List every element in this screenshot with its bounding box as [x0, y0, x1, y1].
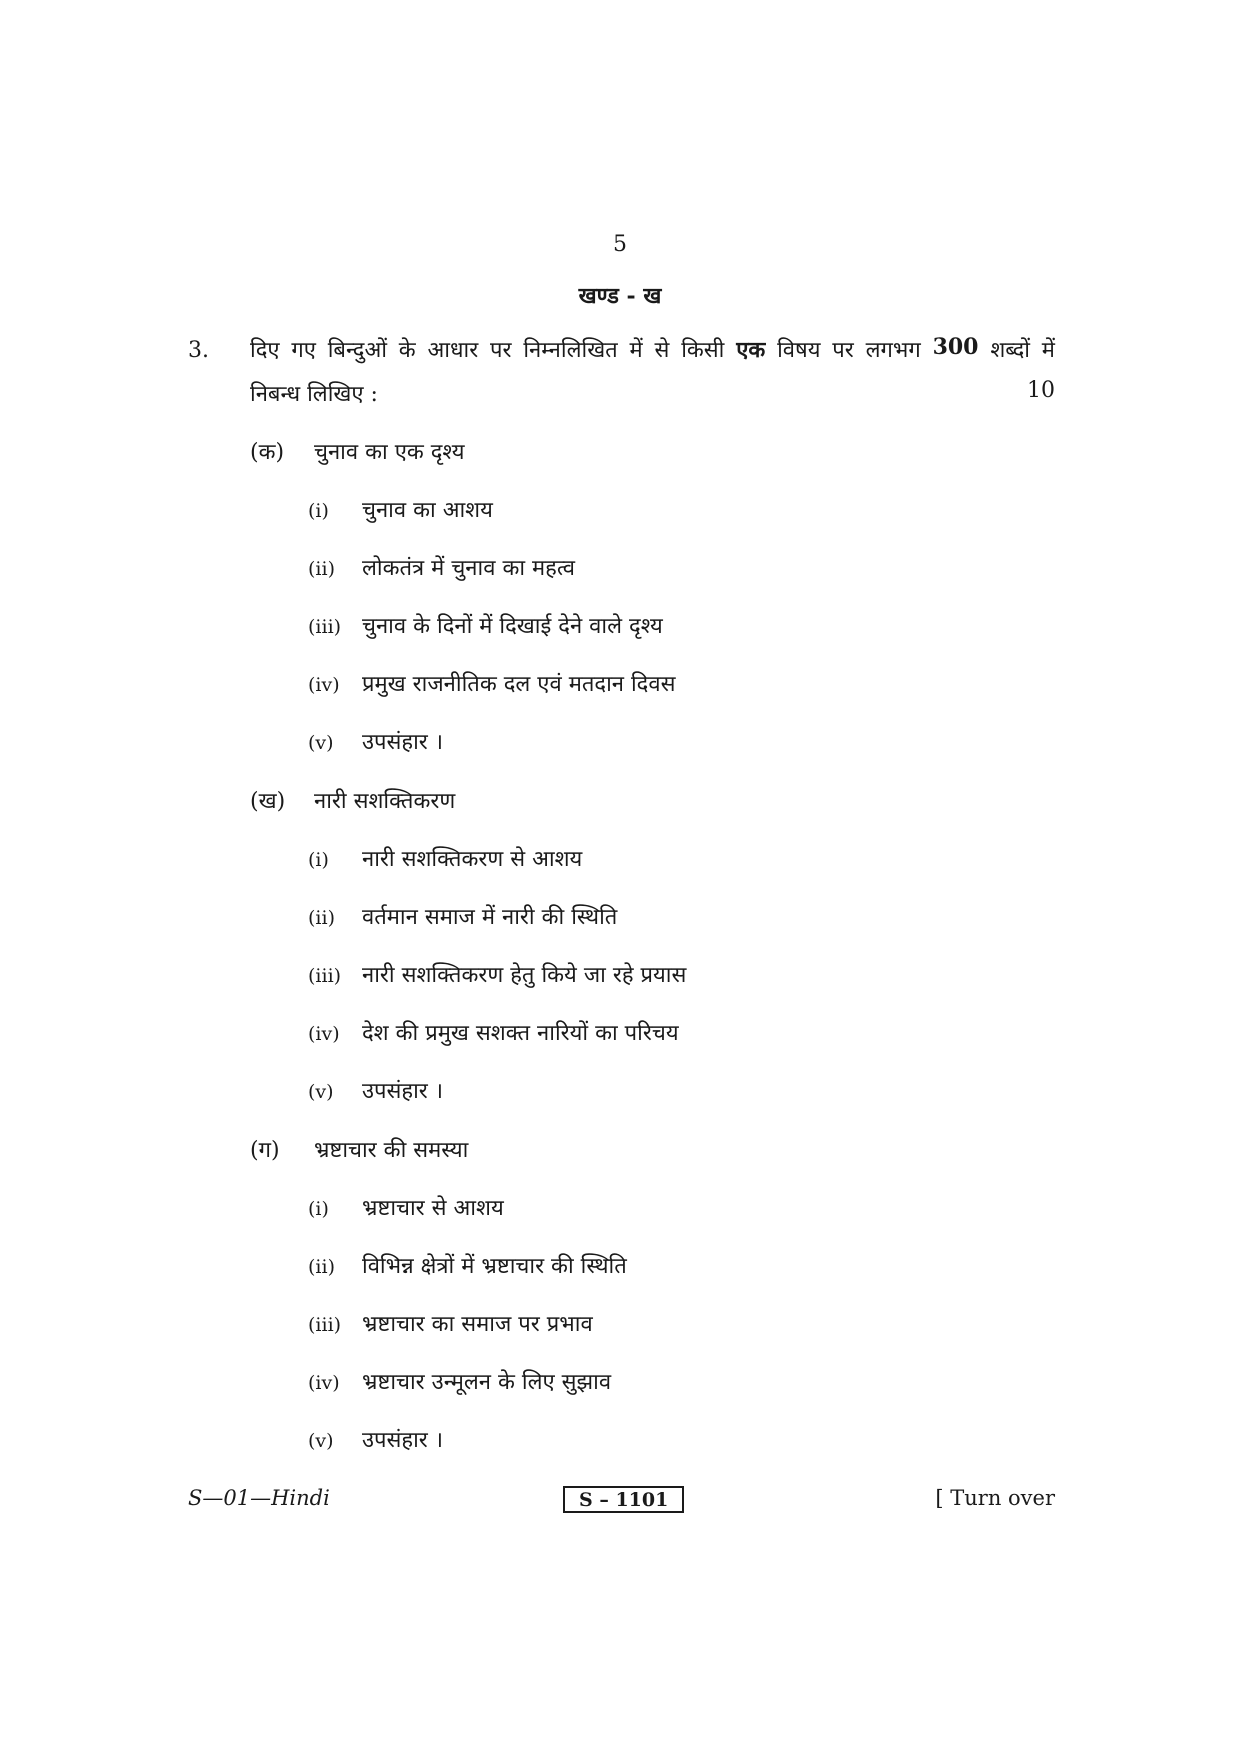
point-roman: (i)	[308, 1198, 329, 1220]
question-word: निम्नलिखित	[523, 338, 618, 363]
topic-heading	[250, 785, 455, 815]
topic-point	[308, 1192, 504, 1222]
topic-heading	[250, 436, 465, 466]
question-word: विषय	[777, 338, 821, 363]
topic-title: चुनाव का एक दृश्य	[314, 440, 465, 465]
point-roman: (iii)	[308, 1314, 342, 1336]
topic-point	[308, 959, 686, 989]
point-text: उपसंहार ।	[362, 730, 444, 755]
point-roman: (i)	[308, 500, 329, 522]
point-text: नारी सशक्तिकरण से आशय	[362, 847, 583, 872]
topic-point	[308, 1308, 593, 1338]
point-text: प्रमुख राजनीतिक दल एवं मतदान दिवस	[362, 672, 676, 697]
topic-point	[308, 494, 493, 524]
topic-title: भ्रष्टाचार की समस्या	[314, 1138, 469, 1163]
question-number: 3.	[188, 338, 209, 363]
point-text: भ्रष्टाचार उन्मूलन के लिए सुझाव	[362, 1370, 612, 1395]
point-roman: (i)	[308, 849, 329, 871]
topic-point	[308, 1250, 627, 1280]
point-text: चुनाव के दिनों में दिखाई देने वाले दृश्य	[362, 614, 663, 639]
point-text: भ्रष्टाचार से आशय	[362, 1196, 504, 1221]
point-roman: (ii)	[308, 1256, 335, 1278]
question-word: किसी	[681, 338, 725, 363]
footer-paper-code: S – 1101	[563, 1486, 684, 1513]
topic-point	[308, 610, 663, 640]
question-word: गए	[291, 338, 316, 363]
topic-label: (ख)	[250, 789, 286, 814]
topic-heading	[250, 1134, 468, 1164]
question-word: बिन्दुओं	[327, 338, 387, 363]
point-text: लोकतंत्र में चुनाव का महत्व	[362, 556, 575, 581]
question-word: पर	[490, 338, 512, 363]
question-word: पर	[832, 338, 854, 363]
section-title: खण्ड - ख	[578, 283, 662, 309]
topic-label: (क)	[250, 440, 285, 465]
point-roman: (iii)	[308, 616, 342, 638]
point-text: चुनाव का आशय	[362, 498, 493, 523]
question-text-line1	[250, 334, 1055, 364]
question-word-emphasis: एक	[736, 337, 766, 363]
point-roman: (ii)	[308, 558, 335, 580]
question-word: शब्दों	[990, 338, 1030, 363]
topic-point	[308, 552, 575, 582]
topic-label: (ग)	[250, 1138, 280, 1163]
question-word: में	[1041, 338, 1055, 363]
point-roman: (iii)	[308, 965, 342, 987]
footer-turn-over: [ Turn over	[935, 1486, 1055, 1510]
page-number: 5	[613, 232, 627, 257]
topic-point	[308, 1424, 443, 1454]
point-text: वर्तमान समाज में नारी की स्थिति	[362, 905, 618, 930]
point-text: देश की प्रमुख सशक्त नारियों का परिचय	[362, 1021, 679, 1046]
point-text: उपसंहार ।	[362, 1428, 444, 1453]
point-text: नारी सशक्तिकरण हेतु किये जा रहे प्रयास	[362, 963, 687, 988]
question-word: लगभग	[865, 338, 921, 363]
point-roman: (iv)	[308, 1372, 340, 1394]
question-word: से	[654, 338, 670, 363]
topic-point	[308, 1017, 679, 1047]
point-text: उपसंहार ।	[362, 1079, 444, 1104]
topic-point	[308, 901, 617, 931]
topic-point	[308, 668, 675, 698]
question-word-count: 300	[932, 334, 979, 360]
question-marks: 10	[1027, 378, 1055, 403]
point-roman: (v)	[308, 1081, 334, 1103]
point-roman: (v)	[308, 1430, 334, 1452]
topic-point	[308, 1366, 611, 1396]
question-word: के	[398, 338, 416, 363]
point-roman: (ii)	[308, 907, 335, 929]
topic-title: नारी सशक्तिकरण	[314, 789, 456, 814]
question-word: में	[629, 338, 643, 363]
question-text-line2: निबन्ध लिखिए :	[250, 382, 378, 407]
point-text: भ्रष्टाचार का समाज पर प्रभाव	[362, 1312, 593, 1337]
question-word: दिए	[250, 338, 280, 363]
point-text: विभिन्न क्षेत्रों में भ्रष्टाचार की स्थिति	[362, 1254, 627, 1279]
topic-point	[308, 1075, 443, 1105]
footer-paper-id: S—01—Hindi	[188, 1486, 330, 1510]
topic-point	[308, 726, 443, 756]
question-word: आधार	[427, 338, 479, 363]
point-roman: (iv)	[308, 1023, 340, 1045]
topic-point	[308, 843, 582, 873]
point-roman: (iv)	[308, 674, 340, 696]
point-roman: (v)	[308, 732, 334, 754]
